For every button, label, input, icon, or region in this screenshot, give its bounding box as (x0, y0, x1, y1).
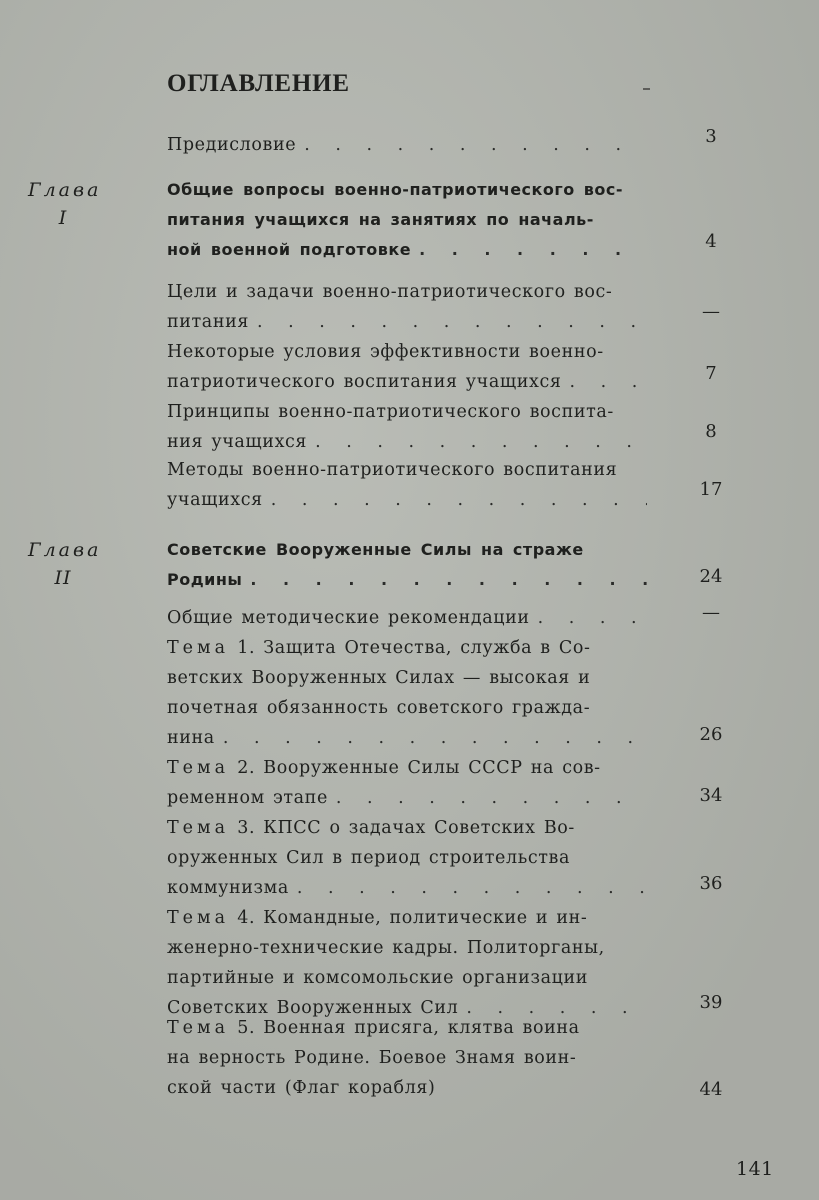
entry-text: Общие вопросы военно-патриотического вос- (167, 180, 624, 199)
dot-leader (419, 235, 647, 265)
entry-text: Общие методические рекомендации (167, 608, 530, 628)
dot-leader (250, 565, 647, 595)
entry-text: коммунизма (167, 878, 289, 898)
page-number: 39 (699, 992, 723, 1013)
page-number: 17 (699, 479, 723, 500)
dot-leader (297, 873, 647, 903)
entry-text: ветских Вооруженных Силах — высокая и (167, 668, 591, 688)
page-number: 3 (705, 126, 717, 147)
entry-text: 4. Командные, политические и ин- (229, 908, 588, 928)
tema-label: Тема (167, 638, 230, 658)
entry-text: патриотического воспитания учащихся (167, 372, 562, 392)
toc-entry-tema-1[interactable] (167, 633, 647, 753)
tema-label: Тема (167, 758, 230, 778)
entry-text: Советские Вооруженные Силы на страже (167, 540, 584, 559)
page-number: — (702, 602, 720, 623)
toc-entry-tema-2[interactable] (167, 753, 647, 813)
entry-text: Методы военно-патриотического воспитания (167, 460, 618, 480)
page-number: — (702, 301, 720, 322)
dot-leader (570, 367, 648, 397)
entry-text: питания (167, 312, 250, 332)
toc-entry[interactable] (167, 603, 647, 633)
entry-text: Родины (167, 570, 243, 589)
entry-text: женерно-технические кадры. Политорганы, (167, 938, 605, 958)
chapter-label-word: Глава (28, 539, 102, 561)
page-number: 34 (699, 785, 723, 806)
entry-text: Цели и задачи военно-патриотического вос- (167, 282, 613, 302)
dot-leader (257, 307, 647, 337)
entry-text: ременном этапе (167, 788, 328, 808)
page-folio-number: 141 (736, 1158, 774, 1180)
page-number: 4 (705, 231, 717, 252)
toc-entry-tema-5[interactable] (167, 1013, 647, 1103)
tema-label: Тема (167, 1018, 230, 1038)
entry-text: нина (167, 728, 215, 748)
tema-label: Тема (167, 818, 230, 838)
entry-text: партийные и комсомольские организации (167, 968, 589, 988)
entry-text: 3. КПСС о задачах Советских Во- (229, 818, 575, 838)
dot-leader (223, 723, 647, 753)
toc-entry-chapter-2[interactable] (167, 535, 647, 595)
toc-entry-tema-4[interactable] (167, 903, 647, 1023)
page-number: 26 (699, 724, 723, 745)
entry-text: на верность Родине. Боевое Знамя воин- (167, 1048, 577, 1068)
entry-text: ной военной подготовке (167, 240, 412, 259)
toc-entry[interactable] (167, 277, 647, 337)
chapter-number: I (58, 207, 68, 229)
entry-text: оруженных Сил в период строительства (167, 848, 571, 868)
entry-text: питания учащихся на занятиях по началь- (167, 210, 594, 229)
toc-entry-preface[interactable] (167, 130, 647, 160)
page-number: 36 (699, 873, 723, 894)
chapter-label-1 (28, 176, 102, 232)
chapter-label-2 (28, 536, 102, 592)
entry-text: 2. Вооруженные Силы СССР на сов- (229, 758, 601, 778)
entry-text: Принципы военно-патриотического воспита- (167, 402, 614, 422)
entry-text: Предисловие (167, 135, 297, 155)
entry-text: учащихся (167, 490, 263, 510)
print-speck (643, 88, 650, 90)
entry-text: почетная обязанность советского гражда- (167, 698, 591, 718)
toc-entry-tema-3[interactable] (167, 813, 647, 903)
dot-leader (538, 603, 647, 633)
toc-entry-chapter-1[interactable] (167, 175, 647, 265)
page-number: 7 (705, 363, 717, 384)
entry-text: 1. Защита Отечества, служба в Со- (229, 638, 591, 658)
dot-leader (304, 130, 647, 160)
entry-text: 5. Военная присяга, клятва воина (229, 1018, 580, 1038)
dot-leader (336, 783, 647, 813)
page-number: 8 (705, 421, 717, 442)
dot-leader (315, 427, 647, 457)
dot-leader (271, 485, 647, 515)
entry-text: ния учащихся (167, 432, 308, 452)
page-title: ОГЛАВЛЕНИЕ (167, 70, 350, 97)
entry-text: Некоторые условия эффективности военно- (167, 342, 604, 362)
page-number: 24 (699, 566, 723, 587)
entry-text: Советских Вооруженных Сил (167, 998, 459, 1018)
toc-entry[interactable] (167, 337, 647, 397)
entry-text: ской части (Флаг корабля) (167, 1078, 436, 1098)
chapter-number: II (54, 567, 72, 589)
tema-label: Тема (167, 908, 230, 928)
page-number: 44 (699, 1079, 723, 1100)
toc-entry[interactable] (167, 397, 647, 457)
toc-entry[interactable] (167, 455, 647, 515)
chapter-label-word: Глава (28, 179, 102, 201)
